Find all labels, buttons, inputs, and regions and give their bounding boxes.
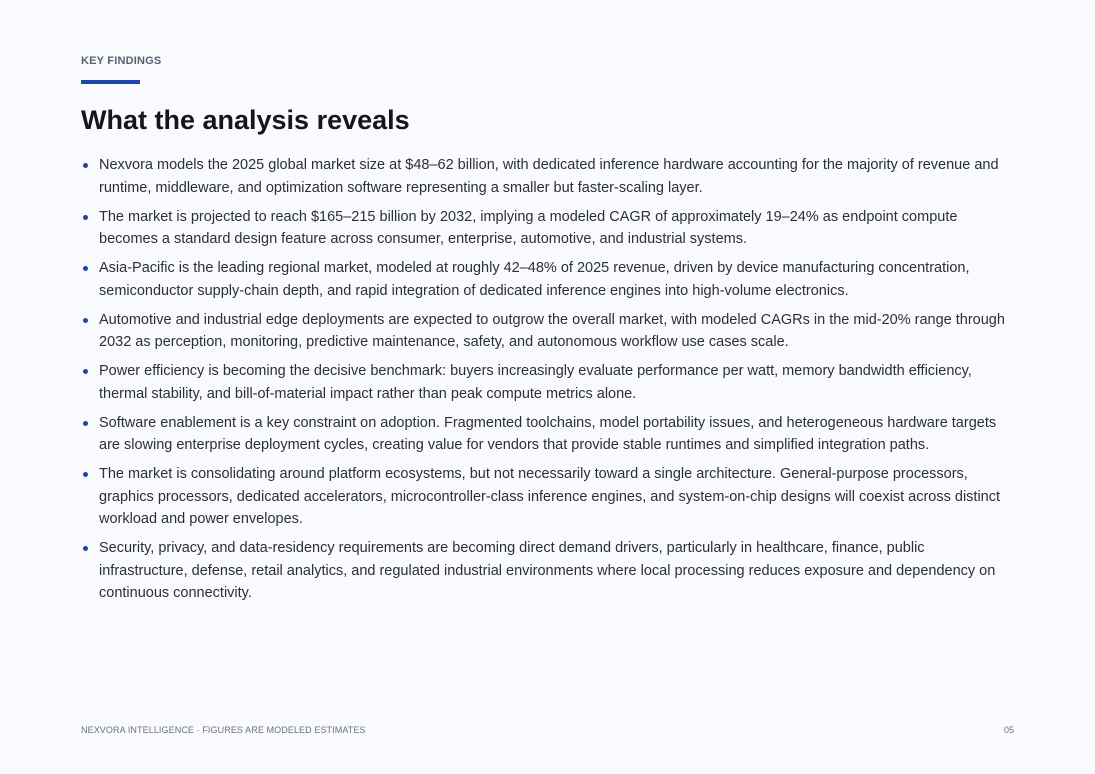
eyebrow-label: KEY FINDINGS [81,55,162,67]
bullet-icon [83,546,88,551]
finding-item [81,309,1016,354]
accent-bar [81,80,140,84]
finding-item [81,257,1016,302]
footer-note: NEXVORA INTELLIGENCE · FIGURES ARE MODELED ESTIMATES [81,725,366,735]
page-title: What the analysis reveals [81,105,410,135]
finding-item [81,154,1016,199]
finding-item [81,206,1016,251]
finding-text: The market is projected to reach $165–215 billion by 2032, implying a modeled CAGR of approximately 19–24% as endpoint compute becomes a standard design feature across consumer, enterprise, automotive, and industrial systems. [99,208,958,247]
finding-text: Power efficiency is becoming the decisive benchmark: buyers increasingly evaluate performance per watt, memory bandwidth efficiency, thermal stability, and bill-of-material impact rather than peak compute metrics alone. [99,363,972,402]
finding-text: Security, privacy, and data-residency requirements are becoming direct demand drivers, particularly in healthcare, finance, public infrastructure, defense, retail analytics, and regulated industrial environments where local processing reduces exposure and dependency on continuous connectivity. [99,540,996,601]
finding-item [81,360,1016,405]
bullet-icon [83,266,88,271]
bullet-icon [83,369,88,374]
bullet-icon [83,215,88,220]
finding-text: The market is consolidating around platform ecosystems, but not necessarily toward a single architecture. General-purpose processors, graphics processors, dedicated accelerators, microcontroller-class inference engines, and system-on-chip designs will coexist across distinct workload and power envelopes. [99,466,1001,527]
finding-text: Nexvora models the 2025 global market size at $48–62 billion, with dedicated inference hardware accounting for the majority of revenue and runtime, middleware, and optimization software representing a smaller but faster-scaling layer. [99,157,999,196]
findings-list [81,154,1016,611]
finding-text: Automotive and industrial edge deployments are expected to outgrow the overall market, with modeled CAGRs in the mid-20% range through 2032 as perception, monitoring, predictive maintenance, safety, and autonomous workflow use cases scale. [99,311,1005,350]
finding-item [81,537,1016,605]
finding-text: Asia-Pacific is the leading regional market, modeled at roughly 42–48% of 2025 revenue, driven by device manufacturing concentration, semiconductor supply-chain depth, and rapid integration of dedicated inference engines into high-volume electronics. [99,260,970,299]
finding-text: Software enablement is a key constraint on adoption. Fragmented toolchains, model portability issues, and heterogeneous hardware targets are slowing enterprise deployment cycles, creating value for vendors that provide stable runtimes and simplified integration paths. [99,414,997,453]
finding-item [81,412,1016,457]
finding-item [81,463,1016,531]
bullet-icon [83,163,88,168]
page-number: 05 [1003,725,1014,735]
bullet-icon [83,421,88,426]
bullet-icon [83,472,88,477]
bullet-icon [83,318,88,323]
